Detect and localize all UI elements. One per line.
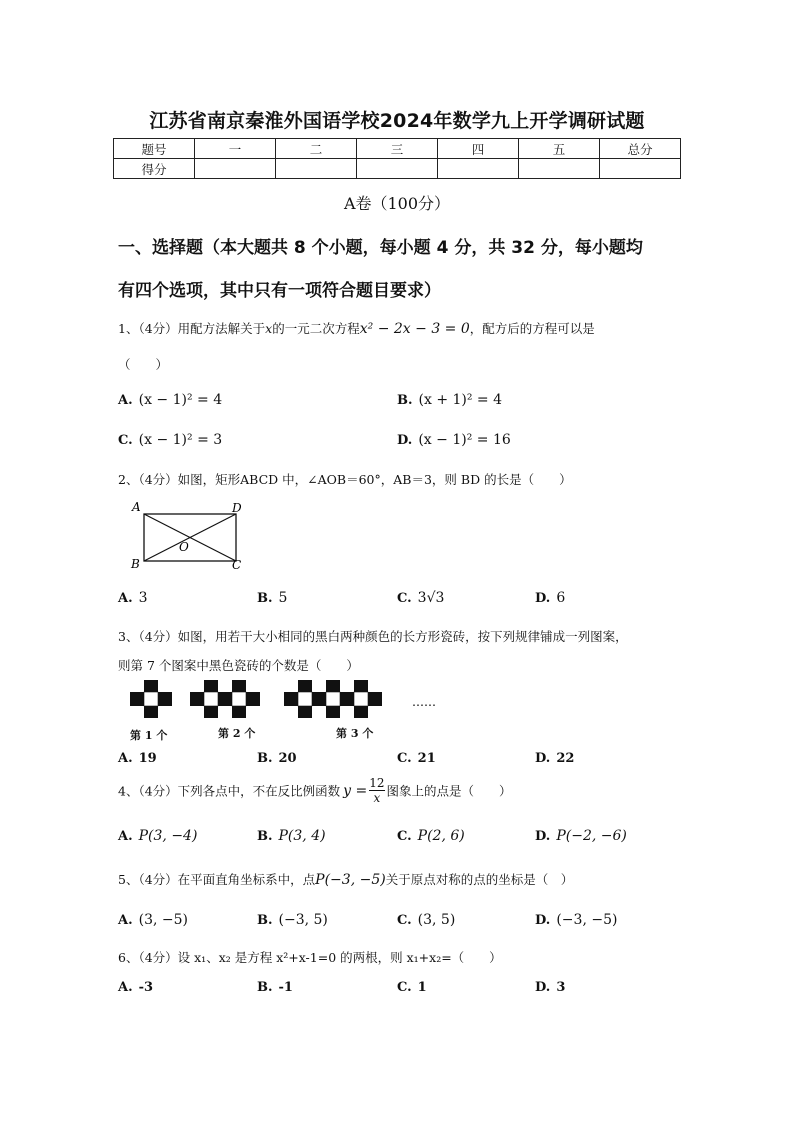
q4-option-a[interactable]: A. P(3, −4) <box>118 828 198 844</box>
q4-option-c[interactable]: C. P(2, 6) <box>397 828 465 844</box>
score-cell[interactable] <box>357 159 438 179</box>
question-6-stem: 6、（4分）设 x₁、x₂ 是方程 x²+x-1=0 的两根，则 x₁+x₂=（ ） <box>118 950 502 965</box>
question-5-stem: 5、（4分）在平面直角坐标系中，点P(−3, −5)关于原点对称的点的坐标是（ ） <box>118 872 574 888</box>
score-table-header-cell: 五 <box>519 139 600 159</box>
q6-option-c[interactable]: C. 1 <box>397 980 427 995</box>
point-p: P(−3, −5) <box>315 872 386 888</box>
q3-option-b[interactable]: B. 20 <box>257 751 297 766</box>
exam-title: 江苏省南京秦淮外国语学校2024年数学九上开学调研试题 <box>149 110 645 132</box>
question-3-stem-line-1: 3、（4分）如图，用若干大小相同的黑白两种颜色的长方形瓷砖，按下列规律铺成一列图案， <box>118 629 628 644</box>
score-table-header-row <box>114 139 681 159</box>
pattern-ellipsis: …… <box>412 695 436 709</box>
rectangle-abcd-figure <box>126 497 252 575</box>
pattern-3 <box>284 680 382 718</box>
q3-option-d[interactable]: D. 22 <box>535 751 575 766</box>
score-table-header-cell: 三 <box>357 139 438 159</box>
pattern-label-3: 第 3 个 <box>336 727 374 740</box>
q2-option-a[interactable]: A. 3 <box>118 590 148 606</box>
score-table-header-cell: 一 <box>195 139 276 159</box>
q6-option-a[interactable]: A. -3 <box>118 980 154 995</box>
q5-option-a[interactable]: A. (3, −5) <box>118 912 188 928</box>
score-cell[interactable] <box>276 159 357 179</box>
score-cell[interactable] <box>519 159 600 179</box>
q6-option-b[interactable]: B. -1 <box>257 980 293 995</box>
vertex-label-b: B <box>131 557 140 571</box>
q4-option-b[interactable]: B. P(3, 4) <box>257 828 326 844</box>
question-1-equation: x² − 2x − 3 = 0 <box>359 321 470 337</box>
fraction-12-over-x: $\frac{12}{x}$ <box>369 776 385 805</box>
vertex-label-a: A <box>132 500 141 514</box>
question-2-stem: 2、（4分）如图，矩形ABCD 中，∠AOB＝60°，AB＝3，则 BD 的长是（ ） <box>118 472 572 487</box>
q4-option-d[interactable]: D. P(−2, −6) <box>535 828 627 844</box>
tile-patterns-figure <box>124 680 444 724</box>
volume-heading: A卷（100分） <box>343 194 451 213</box>
section-heading-line-1: 一、选择题（本大题共 8 个小题，每小题 4 分，共 32 分，每小题均 <box>118 238 643 258</box>
vertex-label-c: C <box>232 558 242 572</box>
q1-option-c[interactable]: C. (x − 1)² = 3 <box>118 432 223 448</box>
q3-option-a[interactable]: A. 19 <box>118 751 157 766</box>
score-cell[interactable] <box>600 159 681 179</box>
score-row-label: 得分 <box>114 159 195 179</box>
question-1-stem: 1、（4分）用配方法解关于x的一元二次方程x² − 2x − 3 = 0，配方后的方程可以是 <box>118 321 595 337</box>
score-table-header-cell: 总分 <box>600 139 681 159</box>
score-table-header-cell: 二 <box>276 139 357 159</box>
question-4-stem: 4、（4分）下列各点中，不在反比例函数 y = $\frac{12}{x}$ 图象上的点是（ ） <box>118 776 512 805</box>
score-cell[interactable] <box>195 159 276 179</box>
pattern-label-1: 第 1 个 <box>130 729 168 742</box>
q5-option-d[interactable]: D. (−3, −5) <box>535 912 618 928</box>
pattern-2 <box>190 680 260 718</box>
q1-option-d[interactable]: D. (x − 1)² = 16 <box>397 432 511 448</box>
q5-option-c[interactable]: C. (3, 5) <box>397 912 456 928</box>
pattern-label-2: 第 2 个 <box>218 727 256 740</box>
q2-option-c[interactable]: C. 3√3 <box>397 590 445 606</box>
score-table-header-cell: 四 <box>438 139 519 159</box>
score-table-score-row <box>114 159 681 179</box>
pattern-1 <box>130 680 172 718</box>
section-heading-line-2: 有四个选项，其中只有一项符合题目要求） <box>118 281 441 301</box>
center-label-o: O <box>179 540 189 554</box>
q1-option-b[interactable]: B. (x + 1)² = 4 <box>397 392 503 408</box>
score-cell[interactable] <box>438 159 519 179</box>
q6-option-d[interactable]: D. 3 <box>535 980 566 995</box>
vertex-label-d: D <box>232 501 242 515</box>
q2-option-d[interactable]: D. 6 <box>535 590 566 606</box>
q3-option-c[interactable]: C. 21 <box>397 751 436 766</box>
question-3-stem-line-2: 则第 7 个图案中黑色瓷砖的个数是（ ） <box>118 658 359 673</box>
score-table-header-cell: 题号 <box>114 139 195 159</box>
score-table <box>113 138 681 179</box>
q2-option-b[interactable]: B. 5 <box>257 590 288 606</box>
q1-option-a[interactable]: A. (x − 1)² = 4 <box>118 392 223 408</box>
q5-option-b[interactable]: B. (−3, 5) <box>257 912 328 928</box>
question-1-paren: （ ） <box>118 357 169 372</box>
